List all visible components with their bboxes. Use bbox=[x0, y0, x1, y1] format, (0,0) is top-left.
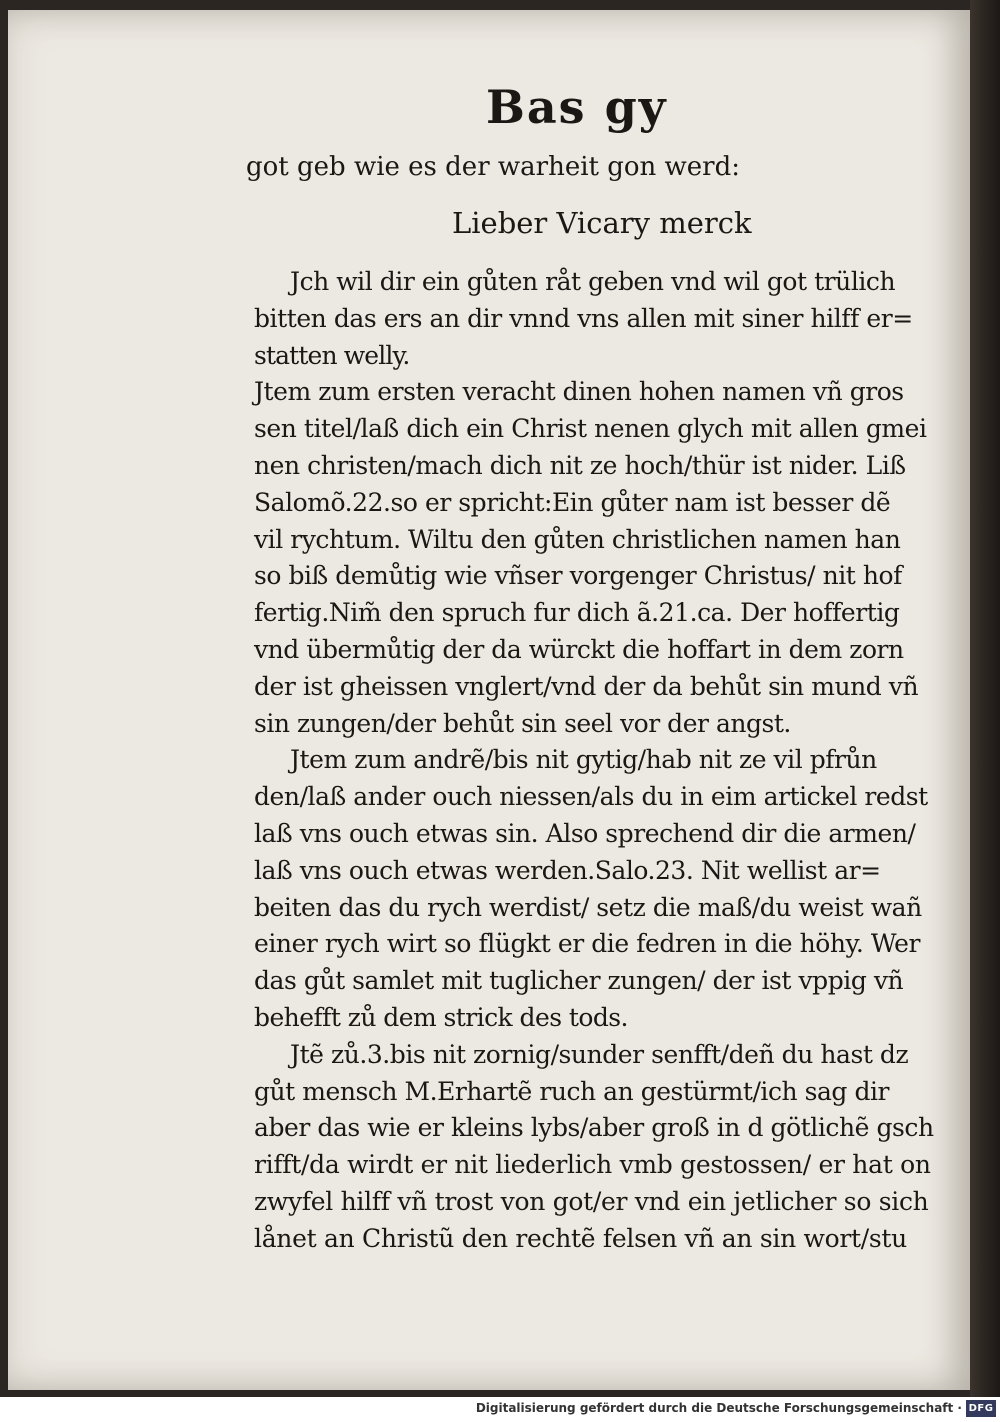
text-line: nen christen/mach dich nit ze hoch/thür ist nider. Liß bbox=[254, 450, 906, 480]
text-line: Jtẽ zů.3.bis nit zornig/sunder senfft/deñ du hast dz bbox=[290, 1039, 909, 1069]
text-line: fertig.Nim̃ den spruch fur dich ã.21.ca. Der hoffertig bbox=[254, 598, 900, 628]
section-heading: Lieber Vicary merck bbox=[452, 206, 752, 240]
text-line: sin zungen/der behůt sin seel vor der angst. bbox=[254, 708, 791, 738]
continuation-line: got geb wie es der warheit gon werd: bbox=[246, 152, 741, 182]
footer-bar bbox=[0, 1397, 1000, 1422]
text-line: rifft/da wirdt er nit liederlich vmb gestossen/ er hat on bbox=[254, 1150, 931, 1180]
text-line: vil rychtum. Wiltu den gůten christlichen namen han bbox=[254, 524, 901, 554]
text-line: der ist gheissen vnglert/vnd der da behůt sin mund vñ bbox=[254, 671, 919, 701]
text-line: Salomõ.22.so er spricht:Ein gůter nam ist besser dẽ bbox=[254, 487, 891, 517]
text-line: sen titel/laß dich ein Christ nenen glych mit allen gmei bbox=[254, 414, 927, 444]
text-line: laß vns ouch etwas sin. Also sprechend dir die armen/ bbox=[254, 818, 916, 848]
funding-credit: Digitalisierung gefördert durch die Deutsche Forschungsgemeinschaft · bbox=[475, 1401, 962, 1415]
text-line: Jtem zum andrẽ/bis nit gytig/hab nit ze vil pfrůn bbox=[290, 745, 877, 775]
running-heading: Bas gy bbox=[486, 80, 668, 134]
text-line: zwyfel hilff vñ trost von got/er vnd ein jetlicher so sich bbox=[254, 1186, 929, 1216]
text-line: beiten das du rych werdist/ setz die maß/du weist wañ bbox=[254, 892, 922, 922]
text-line: vnd übermůtig der da würckt die hoffart in dem zorn bbox=[254, 634, 904, 664]
text-line: aber das wie er kleins lybs/aber groß in d götlichẽ gsch bbox=[254, 1113, 934, 1143]
text-line: einer rych wirt so flügkt er die fedren in die höhy. Wer bbox=[254, 929, 920, 959]
text-line: behefft zů dem strick des tods. bbox=[254, 1002, 628, 1032]
text-line: den/laß ander ouch niessen/als du in eim artickel redst bbox=[254, 782, 928, 812]
text-line: bitten das ers an dir vnnd vns allen mit siner hilff er= bbox=[254, 303, 913, 333]
text-line: gůt mensch M.Erhartẽ ruch an gestürmt/ich sag dir bbox=[254, 1076, 890, 1106]
text-line: laß vns ouch etwas werden.Salo.23. Nit wellist ar= bbox=[254, 855, 881, 885]
text-line: statten welly. bbox=[254, 340, 410, 370]
dfg-logo: DFG bbox=[966, 1400, 996, 1417]
text-line: Jtem zum ersten veracht dinen hohen namen vñ gros bbox=[254, 377, 904, 407]
page-gutter bbox=[970, 0, 1000, 1397]
text-line: Jch wil dir ein gůten råt geben vnd wil got trülich bbox=[290, 267, 896, 296]
text-line: so biß demůtig wie vñser vorgenger Christus/ nit hof bbox=[254, 561, 902, 591]
text-line: lånet an Christũ den rechtẽ felsen vñ an sin wort/stu bbox=[254, 1223, 907, 1253]
body-text bbox=[254, 264, 934, 1258]
text-line: das gůt samlet mit tuglicher zungen/ der ist vppig vñ bbox=[254, 966, 904, 996]
